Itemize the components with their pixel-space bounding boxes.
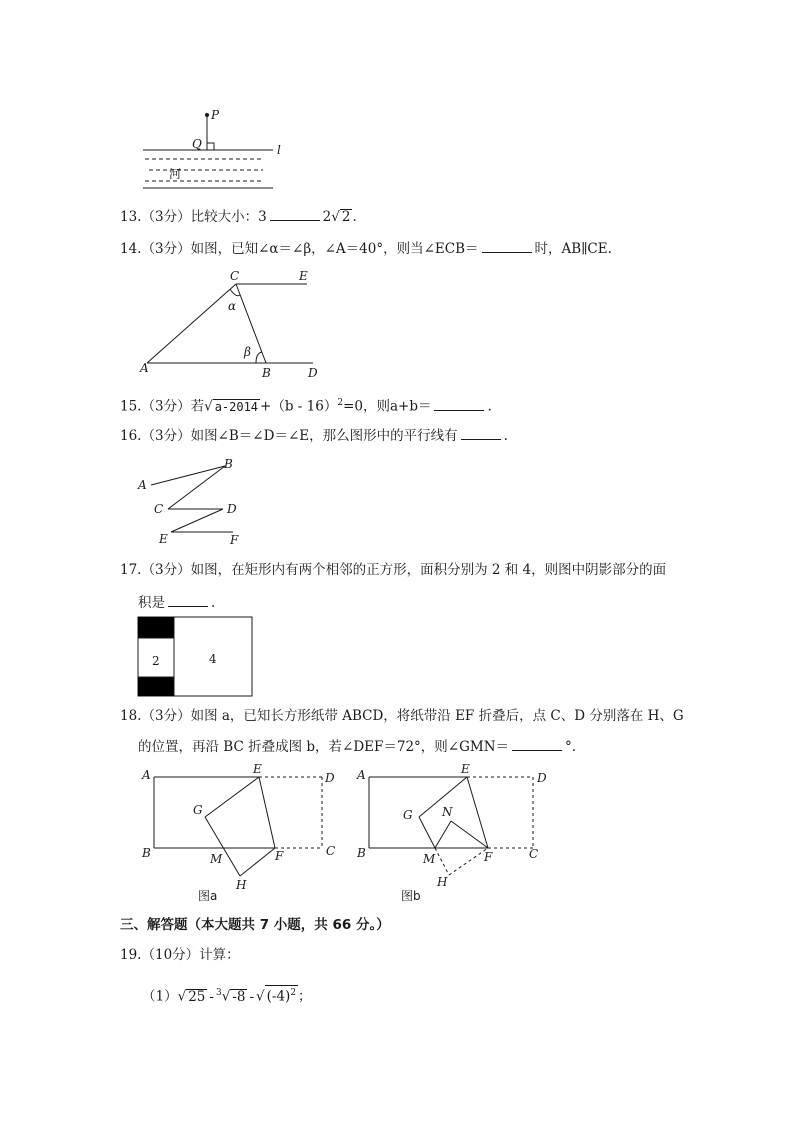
q13-end: . — [352, 209, 357, 225]
segment-bc — [168, 466, 225, 509]
q13-radicand: 2 — [341, 209, 351, 225]
q15-pre: 若 — [190, 398, 205, 415]
q18-line2a: 的位置，再沿 BC 折叠成图 b，若∠DEF＝72°，则∠GMN＝ — [138, 739, 510, 755]
label-a: A — [140, 361, 149, 375]
label-q: Q — [192, 137, 202, 151]
question-17-line-1 — [120, 560, 666, 580]
q15-post: =0，则a+b＝ — [343, 398, 432, 415]
q15-sup: 2 — [337, 398, 344, 408]
q19-part1-end: ； — [298, 988, 312, 1005]
right-angle-mark — [207, 143, 214, 150]
q15-answer-blank[interactable] — [434, 396, 484, 411]
label-d: D — [537, 771, 547, 785]
edge-hf-dashed — [449, 848, 488, 875]
fold-ef — [259, 777, 275, 848]
label-f: F — [230, 533, 239, 547]
q16-end: . — [503, 428, 508, 444]
q18-line2b: °. — [565, 739, 577, 755]
label-d: D — [325, 771, 335, 785]
large-square-area: 4 — [209, 652, 217, 666]
question-18-line-2 — [138, 736, 576, 757]
label-a: A — [138, 478, 147, 492]
q15-num: 15. — [120, 398, 142, 415]
label-d: D — [308, 366, 318, 380]
segment-cb — [236, 284, 266, 363]
label-e: E — [159, 532, 168, 546]
q16-score: （3分） — [141, 428, 191, 444]
label-l: l — [277, 143, 281, 157]
label-d: D — [227, 502, 237, 516]
q15-mid: +（b - 16） — [260, 398, 338, 415]
q19-num: 19. — [120, 947, 142, 963]
label-c: C — [326, 844, 336, 858]
question-18-line-1 — [120, 706, 684, 726]
edge-eg — [205, 777, 259, 817]
river-figure — [135, 105, 295, 195]
q17-line1: 如图，在矩形内有两个相邻的正方形，面积分别为 2 和 4，则图中阴影部分的面 — [190, 562, 667, 578]
q18-score: （3分） — [141, 708, 191, 724]
label-h: H — [437, 875, 448, 889]
q18-figure-b — [353, 762, 558, 907]
q13-score: （3分） — [141, 209, 191, 225]
label-m: M — [210, 852, 223, 866]
fold-ef — [467, 777, 488, 848]
label-c: C — [154, 502, 164, 516]
label-n: N — [442, 805, 453, 819]
q19-text: 计算： — [199, 947, 240, 963]
label-f: F — [484, 850, 493, 864]
q19-radicand-1: 25 — [188, 988, 206, 1005]
q13-tail: 2 — [322, 209, 332, 225]
label-b: B — [224, 457, 233, 471]
q13-answer-blank[interactable] — [270, 206, 320, 221]
question-16 — [120, 425, 508, 446]
label-c: C — [529, 847, 539, 861]
q17-score: （3分） — [141, 562, 191, 578]
q19-root-index: 3 — [215, 988, 222, 998]
q14-score: （3分） — [141, 241, 191, 257]
sqrt-icon: √ — [177, 988, 187, 1005]
q16-figure — [135, 455, 255, 550]
edge-mh-dashed — [435, 848, 449, 875]
figure-a-caption: 图a — [198, 889, 218, 903]
q19-score: （10分） — [141, 947, 200, 963]
label-p: P — [211, 108, 220, 122]
label-g: G — [403, 808, 413, 822]
q14-answer-blank[interactable] — [482, 238, 532, 253]
q19-radicand-3 — [265, 985, 298, 1005]
label-h: H — [236, 878, 247, 892]
q18-line1: 如图 a，已知长方形纸带 ABCD，将纸带沿 EF 折叠后，点 C、D 分别落在 H、G — [190, 708, 684, 724]
question-19 — [120, 945, 240, 965]
q19-radicand-2: -8 — [232, 988, 246, 1005]
q14-figure — [135, 265, 335, 380]
q17-num: 17. — [120, 562, 142, 578]
label-e: E — [461, 762, 470, 776]
q13-text: 比较大小：3 — [190, 209, 267, 225]
q18-figure-a — [138, 762, 343, 907]
q14-text: 如图，已知∠α＝∠β，∠A＝40°，则当∠ECB＝ — [190, 241, 479, 257]
q19-minus-2: - — [249, 988, 255, 1005]
q14-num: 14. — [120, 241, 142, 257]
q16-answer-blank[interactable] — [461, 425, 501, 440]
segment-ac — [147, 284, 236, 363]
edge-nf — [451, 821, 488, 848]
edge-gm — [419, 817, 435, 848]
segment-de — [171, 509, 223, 532]
q13-num: 13. — [120, 209, 142, 225]
label-m: M — [423, 852, 436, 866]
edge-gh — [205, 817, 240, 876]
edge-mn — [435, 821, 451, 848]
edge-hf — [240, 848, 275, 876]
q15-radicand: a-2014 — [214, 399, 259, 414]
question-14 — [120, 238, 612, 259]
label-b: B — [142, 846, 151, 860]
label-b: B — [262, 366, 271, 380]
segment-ab — [151, 466, 225, 485]
question-15 — [120, 393, 492, 417]
q16-num: 16. — [120, 428, 142, 444]
label-g: G — [193, 803, 203, 817]
sqrt-icon: √ — [256, 988, 265, 1005]
q16-text: 如图∠B＝∠D＝∠E，那么图形中的平行线有 — [190, 428, 458, 444]
q19-radicand-3-base: (-4) — [266, 988, 291, 1005]
q17-line2: 积是 — [138, 595, 165, 611]
label-beta: β — [244, 345, 251, 359]
q17-answer-blank[interactable] — [168, 592, 208, 607]
question-17-line-2 — [138, 592, 215, 613]
q18-num: 18. — [120, 708, 142, 724]
q15-end: . — [487, 398, 492, 415]
label-c: C — [230, 269, 240, 283]
beta-arc — [256, 352, 262, 363]
question-19-part-1 — [142, 983, 312, 1007]
label-alpha: α — [228, 299, 237, 313]
figure-b-caption: 图b — [401, 889, 421, 903]
sqrt-icon: √ — [204, 398, 213, 415]
small-square-area: 2 — [152, 654, 160, 668]
q19-part1-label: （1） — [142, 988, 178, 1005]
label-e: E — [253, 762, 262, 776]
sqrt-icon: √ — [331, 209, 340, 225]
label-f: F — [275, 849, 284, 863]
label-a: A — [357, 768, 366, 782]
label-river: 河 — [169, 167, 182, 181]
cbrt-icon: √ — [221, 988, 231, 1005]
q17-end: . — [211, 595, 216, 611]
section-3-title: 三、解答题（本大题共 7 小题，共 66 分。） — [120, 917, 390, 933]
question-13 — [120, 206, 357, 227]
q15-score: （3分） — [141, 398, 191, 415]
q19-minus-1: - — [209, 988, 214, 1005]
q17-figure — [137, 616, 255, 698]
q14-tail: 时，AB∥CE. — [534, 241, 612, 257]
label-b: B — [357, 846, 366, 860]
label-e: E — [299, 269, 308, 283]
q19-sup: 2 — [290, 988, 297, 998]
q18-answer-blank[interactable] — [512, 736, 562, 751]
label-a: A — [142, 768, 151, 782]
